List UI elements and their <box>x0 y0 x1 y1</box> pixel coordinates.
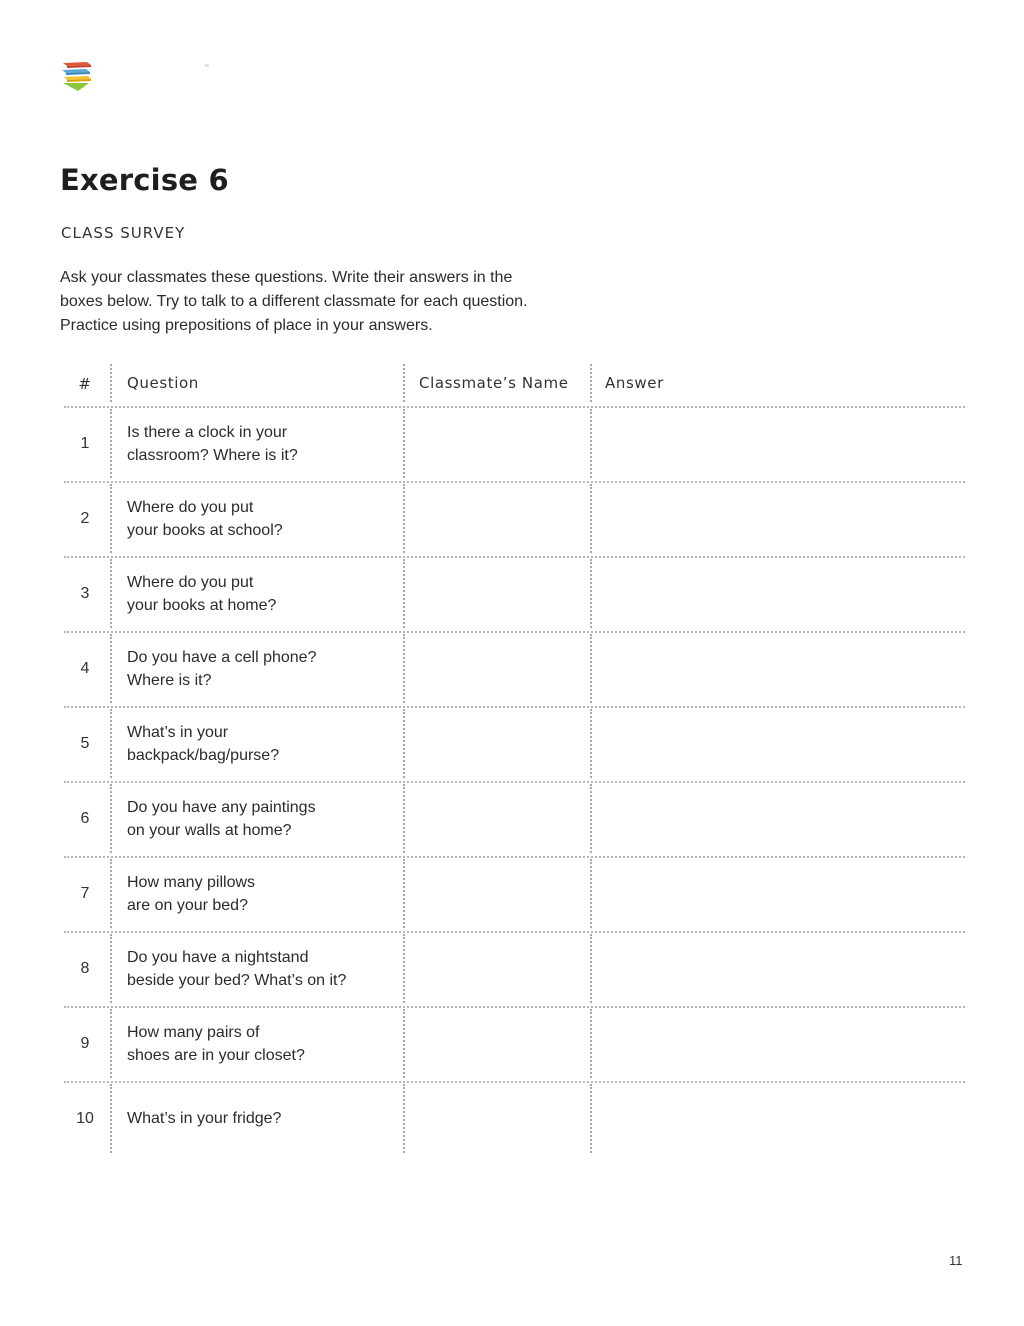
table-row <box>60 856 965 931</box>
table-row <box>60 556 965 631</box>
question-cell <box>110 1009 403 1078</box>
question-text: Do you have any paintings on your walls at home? <box>127 798 316 839</box>
table-row <box>60 706 965 781</box>
table-row <box>60 781 965 856</box>
question-text: Where do you put your books at school? <box>127 498 283 539</box>
exercise-subtitle: CLASS SURVEY <box>61 224 186 242</box>
row-number: 10 <box>76 1109 94 1127</box>
column-header-number: # <box>78 375 92 393</box>
question-cell <box>110 709 403 778</box>
table-row <box>60 406 965 481</box>
answer-box[interactable] <box>590 934 965 1003</box>
classmate-name-box[interactable] <box>403 1009 590 1078</box>
answer-box[interactable] <box>590 1009 965 1078</box>
books-logo-icon <box>60 58 94 92</box>
answer-box[interactable] <box>590 784 965 853</box>
question-cell <box>110 934 403 1003</box>
question-text: What’s in your fridge? <box>127 1110 282 1127</box>
question-text: Where do you put your books at home? <box>127 573 277 614</box>
question-cell <box>110 1084 403 1153</box>
row-number: 2 <box>80 509 90 527</box>
page-number: 11 <box>949 1253 963 1268</box>
table-row <box>60 931 965 1006</box>
trademark-mark: ™ <box>204 64 209 70</box>
column-header-classmate-name: Classmate’s Name <box>403 364 590 402</box>
question-cell <box>110 409 403 478</box>
column-header-question: Question <box>110 364 403 402</box>
answer-box[interactable] <box>590 559 965 628</box>
classmate-name-box[interactable] <box>403 784 590 853</box>
classmate-name-box[interactable] <box>403 409 590 478</box>
table-header-row <box>60 362 965 406</box>
table-row <box>60 631 965 706</box>
row-number: 5 <box>80 734 90 752</box>
question-cell <box>110 559 403 628</box>
question-text: Do you have a nightstand beside your bed? What’s on it? <box>127 948 347 989</box>
classmate-name-box[interactable] <box>403 934 590 1003</box>
exercise-title: Exercise 6 <box>60 163 229 197</box>
question-text: How many pillows are on your bed? <box>127 873 256 914</box>
table-row <box>60 1006 965 1081</box>
table-row <box>60 481 965 556</box>
classmate-name-box[interactable] <box>403 559 590 628</box>
question-text: Do you have a cell phone? Where is it? <box>127 648 317 689</box>
row-number: 6 <box>80 809 90 827</box>
question-cell <box>110 784 403 853</box>
answer-box[interactable] <box>590 634 965 703</box>
column-header-answer: Answer <box>590 364 965 402</box>
answer-box[interactable] <box>590 484 965 553</box>
question-cell <box>110 634 403 703</box>
row-number: 4 <box>80 659 90 677</box>
answer-box[interactable] <box>590 859 965 928</box>
classmate-name-box[interactable] <box>403 1084 590 1153</box>
answer-box[interactable] <box>590 709 965 778</box>
row-number: 3 <box>80 584 90 602</box>
question-cell <box>110 484 403 553</box>
table-row <box>60 1081 965 1156</box>
question-cell <box>110 859 403 928</box>
survey-table <box>60 362 965 1156</box>
answer-box[interactable] <box>590 1084 965 1153</box>
row-number: 7 <box>80 884 90 902</box>
instructions-text: Ask your classmates these questions. Write their answers in the boxes below. Try to talk to a different classmate for each question. Practice using prepositions of place in your answers. <box>60 269 528 334</box>
classmate-name-box[interactable] <box>403 859 590 928</box>
row-number: 8 <box>80 959 90 977</box>
classmate-name-box[interactable] <box>403 634 590 703</box>
classmate-name-box[interactable] <box>403 709 590 778</box>
classmate-name-box[interactable] <box>403 484 590 553</box>
question-text: Is there a clock in your classroom? Where is it? <box>127 423 298 464</box>
question-text: What’s in your backpack/bag/purse? <box>127 723 280 764</box>
question-text: How many pairs of shoes are in your closet? <box>127 1023 305 1064</box>
row-number: 9 <box>80 1034 90 1052</box>
row-number: 1 <box>80 434 90 452</box>
answer-box[interactable] <box>590 409 965 478</box>
